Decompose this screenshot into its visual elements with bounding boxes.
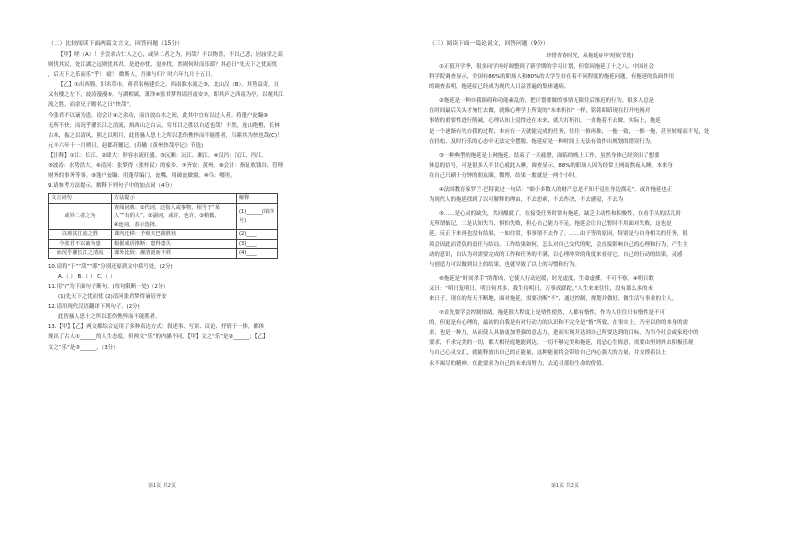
- right-page: [405, 0, 794, 544]
- question-11-items: (1)先天下之忧而忧 (2)清河张君梦得谪居齐安: [58, 294, 167, 301]
- question-10: 10.请将“于”“哉”“耶”分别还原到文中括号处。(2分): [48, 263, 173, 270]
- article-body: [429, 62, 751, 369]
- text-line: 动的意识，自认为对需要完成的工作和任务的不满，以心理冲突的角度来看待它，自己的行动的结果，灵感: [429, 251, 683, 258]
- table-cell: 根据成语推断：患得患失: [112, 239, 237, 249]
- passage-b: [48, 80, 366, 151]
- text-line: 古木，振之以清风，照之以明月，此皆骚人思士之所以悲伤憔悴而不能胜者，乌睹其为快也哉(C)！: [48, 132, 283, 139]
- text-line: ①正值开学季，很多同学再好调整到了新学期的学习计划，但常因拖延了十之八。中国社会: [439, 64, 655, 70]
- table-header-row: [49, 194, 278, 204]
- table-cell: 今张君不以谪为患: [49, 239, 112, 249]
- text-line: 科学院调查显示，全国有86%的职场人和80%的大学生存在着不同程度的拖延问题。有拖延的负面作用: [429, 74, 674, 81]
- article-title: 珍惜青春时光，从拖延症中突围(节选): [546, 53, 634, 59]
- hint-line: 查阅词典：①代词，泛指人或事物，相当于“某: [114, 204, 220, 211]
- text-line: ，后天下之乐而乐”乎！ 噫！ 微斯人，吾谁与归？时六年九月十五日。: [48, 72, 216, 79]
- text-line: ⑤……是心灵的缺失，共同酿就了。在接受任务时常有拖延，缺乏主动性和积极性，在看手头的活儿时: [439, 211, 682, 218]
- table-row: [49, 230, 278, 240]
- paragraph: [429, 151, 751, 181]
- text-line: ⑦首先要学会控制情绪。拖延很大程度上是情性使然，人都有惰性，作为人往往只有惰性是不可: [439, 310, 665, 317]
- table-header: 解释: [237, 194, 278, 204]
- text-line: 又曰：“明日复明日，明日何其多，我生待明日，万事成蹉跎。”人生来来往往，没有那么多的未: [429, 285, 653, 292]
- text-line: ④法国教育家罗兰·巴特说过一句话：“细小多数人的财产总是不知不觉在身边溜走”。或许拖延也正: [439, 187, 673, 194]
- text-line: 是一个逐渐有失自我的过程，本应在一天就能完成的任务，往往一推再推；一拖一致，一推一拖，甚至转嫁而不见，处: [429, 128, 710, 135]
- hint-line: ④连词，表示选择。: [114, 221, 161, 228]
- text-line: ③一种典型的拖延是上网拖延。结束了一天疲惫，面临的晚上工作，虽然身体已经突出了想要: [439, 152, 660, 159]
- table-header: 方法提示: [112, 194, 237, 204]
- paragraph: [429, 96, 751, 146]
- question-9: 9.请参考方法提示，解释下列句子中的加点词（4分）: [48, 183, 176, 190]
- text-line: 13.【甲】【乙】两文都综合运用了多种表达方式：叙述事、写景、议论、抒情于一体，都体: [48, 324, 265, 331]
- text-line: 元丰六年十一月朔日，赵郡苏辙记。(苏辙《黄州快哉亭记》节选): [48, 142, 204, 149]
- text-line: 【乙】①出西塍，旧名草市，蒋君名杨建长之。西南淮水流之③，北山汉（B）。其势益奇，且: [58, 82, 279, 89]
- text-line: 与创造力可以做到以上的结果，也就导致了以上的习惯和行为。: [429, 261, 580, 268]
- page-number: 第1页 共2页: [148, 483, 176, 489]
- text-line: 的调查表明，拖延症已经成为现代人日益普遍的集体通病。: [429, 84, 570, 91]
- page-number: 第1页 共2页: [551, 483, 579, 489]
- text-line: 现出了古人①______的人生态度。但两文“乐”的内涵不同，【甲】文之“乐”是②______；【乙】: [48, 334, 269, 341]
- text-line: 永不竭尽的精神。在此要求为自己的未来而努力，去追寻那份生命的价值。: [429, 360, 607, 367]
- table-cell: 或异二者之为: [49, 203, 112, 230]
- text-line: 文之“乐”是③______。（3分）: [48, 344, 119, 351]
- table-row: [49, 249, 278, 259]
- text-line: 要求，不求完美的一切，都大相径庭地能到达。一切不够完美和拖延，切忌心生悔意，需要由里到外去积极乐观: [429, 340, 694, 347]
- text-line: 无所谓惦记，二是认知失当，惧怕失败，担心自己能力不足，拖延会让自己暂时不用面对失败，这也是: [429, 221, 672, 228]
- paragraph: [429, 274, 751, 304]
- method-table: [48, 193, 278, 259]
- answer-cell[interactable]: (2)____: [237, 230, 278, 240]
- text-line: 来日子，现在的每天不断地，面对拖延，需要决断“不”，通过控制，规划并做好，做生活与事业的主人。: [429, 295, 678, 302]
- text-line: 在时间最后关头才匆忙去做，就像心理学上所说的“未来折扣”一样，铭铭昭昭现在打开电视对: [429, 108, 651, 115]
- text-line: 【甲】嗟（A）！予尝求古仁人之心，或异二者之为，何哉？不以物喜，不以己悲；居庙堂之高: [58, 52, 283, 58]
- section-title: （三）阅读下面一篇论说文，回答问题（9分）: [429, 41, 549, 47]
- table-row: [49, 203, 278, 230]
- text-line: 流之胜，而余兄子瞻名之曰“快哉”。: [48, 102, 135, 109]
- text-line: ⑥拖延是“时间杀手”的帮凶，它使人行动迟缓，时光虚度，生命虚掷，不可不察。④明日歌: [439, 275, 654, 282]
- text-line: 又有楼之左下，波涛漫漫⑤。与湖相属，萧泽④张君梦得请居南安⑦，即其庐之西南为亭，以观其江: [48, 92, 284, 99]
- paragraph: [429, 209, 751, 270]
- paragraph: [429, 308, 751, 369]
- text-line: 休息的信号，可是很多人不甘心就此入睡。调查显示，88%的职场人因为经常上网而熬夜入睡，本来身: [429, 162, 673, 169]
- answer-cell[interactable]: (4)____: [237, 249, 278, 259]
- text-line: ⑤波涛：水势浩大。⑥清河：张梦得（张怀民）的家乡。⑦齐安：黄州。⑧会计：指征收钱谷、管理: [48, 163, 283, 170]
- text-line: 则忧其民，处江湖之远则忧其君。是进亦忧，退亦忧。然则何时而乐耶？其必曰“先天下之忧而忧: [48, 62, 278, 69]
- table-cell: 以观其江流之胜: [49, 230, 112, 240]
- text-line: 求，也是一种力，从而使人具备更加坚强的意志力，进而实现并达到自己所要达到的目标，为当今社会或家庭中的: [429, 330, 699, 337]
- text-line: 财务的事务等事。⑨蓬户瓮牖：用蓬草编门，瓮嘴，用破瓮做窗。⑩乌：哪里。: [48, 173, 236, 180]
- table-cell: [112, 203, 237, 230]
- table-cell: 而况乎濯长江之清流: [49, 249, 112, 259]
- question-12: 12.请用现代汉语翻译下列句子。(2分): [48, 304, 140, 311]
- text-line: 【注释】①江：长江。②肆大：形容水流旺盛。③沅湘：沅江、湘江。④汉沔：汉江、沔江。: [48, 152, 267, 159]
- text-line: 与自己心灵交汇，就能释放出自己的正能量，这种能量将会带给自己内心强大的力量，并支撑着以上: [429, 350, 667, 357]
- table-cell: 课外比较：濯清涟而不妖: [112, 249, 237, 259]
- table-header: 文言词句: [49, 194, 112, 204]
- question-12-item: 此皆骚人思士之所以悲伤憔悴而不能胜者。: [58, 314, 161, 321]
- question-13: [48, 322, 366, 352]
- text-line: 蔫会因此而背负的责任与结局，工作结果如何，怎么对自己交代的呢，会直接影响自己的心理和行为，产生主: [429, 241, 688, 248]
- text-line: 的，但更是有心理的，最初的自我是有对行动力的认识和不完全是“惰”所致，在事实上，乃至以你的本身的需: [429, 320, 688, 327]
- text-line: 延，反正下来再也没有结果，一如往常，事事情不去作了。……由于等的原因，特别是与自身相关的任务，很: [429, 231, 688, 238]
- paragraph: [429, 185, 751, 205]
- text-line: 无所不快；而况乎濯长江之清流，揖西山之白云，穷耳目之胜以自适也哉！不然，连山绝壑，长林: [48, 122, 280, 129]
- notes: [48, 151, 366, 181]
- question-10-options[interactable]: A.（ ） B.（ ） C.（ ）: [58, 273, 116, 280]
- text-line: 今张君不以谪为患，窃会计④之余功，而自放山水之间，此其中宜有以过人者。将蓬户瓮牖⑨: [48, 112, 268, 119]
- question-11: 11.用“/”为下面句子断句。(每句限断一处)（2分）: [48, 284, 169, 290]
- paragraph: [429, 62, 751, 92]
- section-title: （二）比较阅读下面两篇文言文，回答问题（15分）: [48, 41, 183, 47]
- text-line: 在自己只刷十分钟的朋友圈，微博，结果一耽就是一两个小时。: [429, 172, 580, 179]
- table-cell: 课内迁移：予观夫巴陵胜状: [112, 230, 237, 240]
- passage-a: [48, 50, 366, 80]
- text-line: 在轻松、及时行乐的心态中无法完全摆脱。拖延症是一种时间上无法有效作出规划的错误行为。: [429, 138, 656, 145]
- text-line: ②拖延是一种自我阻碍和功能紊乱的、把计划要做的事情无限往后推迟的行为。很多人总是: [439, 98, 655, 105]
- left-column: [48, 38, 366, 353]
- hint-line: 人”“有的人”。②副词，或许，也许。③稍微。: [114, 213, 220, 220]
- table-row: [49, 239, 278, 249]
- answer-cell[interactable]: (1)______(填序号): [237, 203, 278, 230]
- text-line: 为现代人的拖延找到了以可解释的理由，不去思索，不去作决，不去感觉，不去为: [429, 197, 624, 204]
- right-column: [429, 38, 751, 373]
- text-line: 事情的重要性进行削减，心理认知上觉得还在未来，就大打折扣，一直拖着不去做。实际上，拖延: [429, 118, 661, 125]
- answer-cell[interactable]: (3)____: [237, 239, 278, 249]
